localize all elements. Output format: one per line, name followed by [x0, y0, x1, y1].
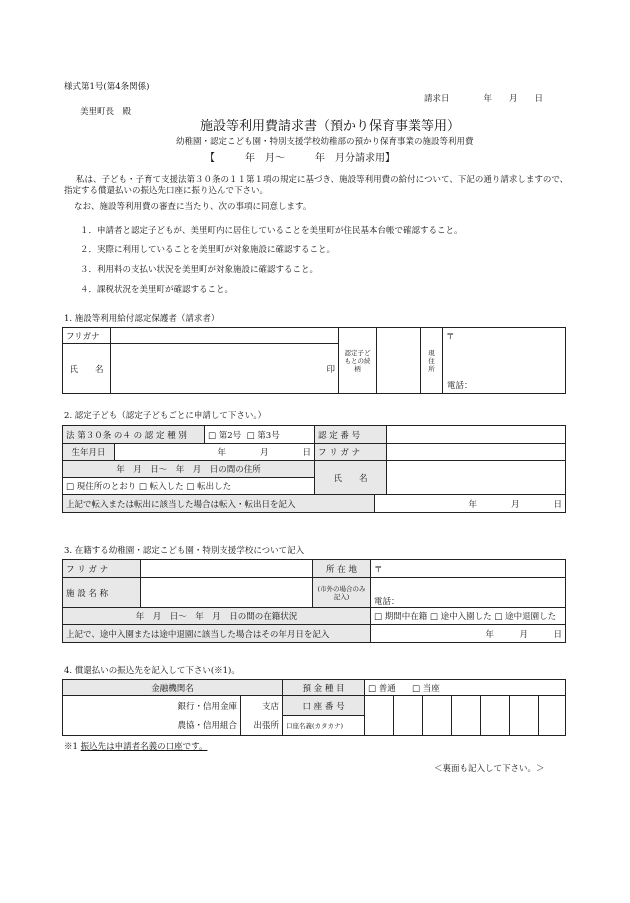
addressee: 美里町長 殿 [80, 107, 132, 117]
location-note: (市外の場合のみ記入) [313, 578, 371, 608]
child-table [62, 425, 566, 513]
option-normal[interactable]: □ 普通 [368, 683, 396, 694]
form-number: 様式第1号(第4条関係) [64, 82, 150, 92]
account-digit-5[interactable] [481, 696, 510, 736]
enroll-change-date-input[interactable]: 年 月 日 [371, 625, 566, 643]
section3-heading: 3. 在籍する幼稚園・認定こども園・特別支援学校について記入 [64, 546, 305, 556]
facility-furigana-label: フ リ ガ ナ [63, 560, 141, 578]
facility-name-label: 施 設 名 称 [63, 578, 141, 608]
enrollment-period-label: 年 月 日～ 年 月 日の間の在籍状況 [63, 608, 371, 625]
claim-period: 【 年 月～ 年 月分請求用】 [205, 153, 395, 164]
location-postal[interactable]: 〒 [371, 560, 566, 578]
account-digit-2[interactable] [394, 696, 423, 736]
page-subtitle: 幼稚園・認定こども園・特別支援学校幼稚部の預かり保育事業の施設等利用費 [176, 137, 474, 147]
consent-item: ３．利用料の支払い状況を美里町が対象施設に確認すること。 [80, 265, 319, 275]
consent-item: ２．実際に利用していることを美里町が対象施設に確認すること。 [80, 245, 336, 255]
move-note: 上記で転入または転出に該当した場合は転入・転出日を記入 [63, 495, 375, 513]
child-furigana-input[interactable] [387, 444, 566, 461]
cert-number-label: 認 定 番 号 [315, 426, 387, 444]
consent-item: ４．課税状況を美里町が確認すること。 [80, 285, 234, 295]
facility-phone-label: 電話： [374, 597, 400, 607]
bank-type-label: 銀行・信用金庫 [63, 696, 241, 716]
deposit-type-options[interactable] [365, 680, 566, 696]
account-digit-7[interactable] [539, 696, 566, 736]
relation-input[interactable] [377, 328, 421, 394]
guardian-furigana-input[interactable] [111, 328, 339, 344]
account-digit-3[interactable] [423, 696, 452, 736]
enrollment-status-options[interactable]: □ 期間中在籍 □ 途中入園した □ 途中退園した [371, 608, 566, 625]
claim-date: 請求日 年 月 日 [424, 94, 544, 104]
relation-label: 認定子どもとの続柄 [339, 328, 377, 394]
intro-consent: なお、施設等利用費の審査に当たり、次の事項に同意します。 [74, 202, 312, 212]
bank-name-header: 金融機関名 [63, 680, 283, 696]
child-name-label: 氏 名 [315, 461, 387, 495]
guardian-phone-label: 電話： [447, 381, 473, 391]
back-page-note: ＜裏面も記入して下さい。＞ [434, 764, 545, 774]
consent-item: １．申請者と認定子どもが、美里町内に居住していることを美里町が住民基本台帳で確認すること。 [80, 226, 463, 236]
footnote-mark: ※1 [64, 742, 78, 752]
section2-heading: 2. 認定子ども（認定子どもごとに申請して下さい。） [64, 411, 267, 421]
guardian-name-label: 氏 名 [63, 344, 111, 394]
section1-heading: 1. 施設等利用給付認定保護者（請求者） [64, 314, 220, 324]
office-label: 出張所 [241, 716, 283, 736]
facility-furigana-input[interactable] [141, 560, 313, 578]
child-name-input[interactable] [387, 461, 566, 495]
enroll-change-note: 上記で、途中入園または途中退園に該当した場合はその年月日を記入 [63, 625, 371, 643]
postal-mark: 〒 [446, 332, 455, 342]
section4-heading: 4. 償還払いの振込先を記入して下さい(※1)。 [64, 666, 240, 676]
move-date-input[interactable]: 年 月 日 [375, 495, 566, 513]
guardian-address-input[interactable] [443, 328, 566, 394]
address-status-options[interactable]: □ 現住所のとおり □ 転入した □ 転出した [63, 478, 315, 495]
address-period-label: 年 月 日～ 年 月 日の間の住所 [63, 461, 315, 478]
account-digit-4[interactable] [452, 696, 481, 736]
intro-paragraph: 私は、子ども・子育て支援法第３０条の１１第１項の規定に基づき、施設等利用費の給付について、下記の通り請求しますので、指定する償還払いの振込先口座に振り込んで下さい。 [64, 175, 569, 196]
seal-mark: 印 [326, 364, 335, 375]
address-label: 現住所 [421, 328, 443, 394]
footnote-text: 振込先は申請者名義の口座です。 [80, 742, 208, 752]
birthdate-input[interactable]: 年 月 日 [115, 444, 315, 461]
account-number-label: 口 座 番 号 [283, 696, 365, 716]
location-input[interactable] [371, 578, 566, 608]
bank-table [62, 679, 566, 736]
option-type3[interactable]: □ 第3号 [246, 430, 280, 441]
cert-number-input[interactable] [387, 426, 566, 444]
guardian-table [62, 327, 566, 394]
location-label: 所 在 地 [313, 560, 371, 578]
option-current[interactable]: □ 当座 [411, 683, 440, 694]
footnote [64, 740, 207, 752]
facility-table [62, 559, 566, 643]
birthdate-label: 生年月日 [63, 444, 115, 461]
account-digit-1[interactable] [365, 696, 394, 736]
page-title: 施設等利用費請求書（預かり保育事業等用） [200, 119, 461, 134]
deposit-type-label: 預 金 種 目 [283, 680, 365, 696]
child-furigana-label: フ リ ガ ナ [315, 444, 387, 461]
option-type2[interactable]: □ 第2号 [208, 430, 242, 441]
agri-type-label: 農協・信用組合 [63, 716, 241, 736]
cert-type-options[interactable] [205, 426, 315, 444]
guardian-name-input[interactable] [111, 344, 339, 394]
cert-type-label: 法 第３０条 の４ の 認 定 種 別 [63, 426, 205, 444]
account-name-label: 口座名義(カタカナ) [283, 716, 365, 736]
facility-name-input[interactable] [141, 578, 313, 608]
guardian-furigana-label: フリガナ [63, 328, 111, 344]
account-digit-6[interactable] [510, 696, 539, 736]
branch-label: 支店 [241, 696, 283, 716]
